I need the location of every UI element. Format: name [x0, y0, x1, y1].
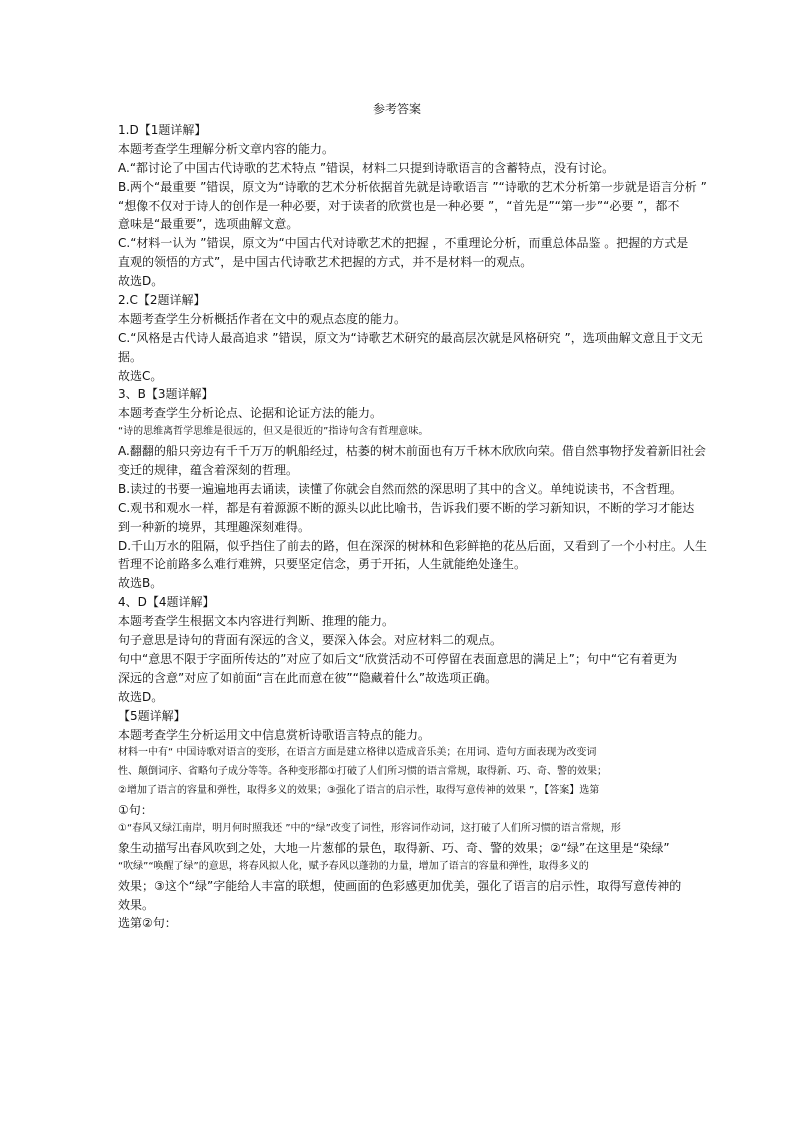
text-line: C.“材料一认为 ”错误，原文为“中国古代对诗歌艺术的把握 ，不重理论分析，而重总体品鉴 。把握的方式是: [118, 236, 689, 251]
text-line: B.两个“最重要 ”错误，原文为“诗歌的艺术分析依据首先就是诗歌语言 ”“诗歌的艺术分析第一步就是语言分析 ”: [118, 179, 707, 194]
text-line: 效果；③这个“绿”字能给人丰富的联想，使画面的色彩感更加优美，强化了语言的启示性，取得写意传神的: [118, 878, 682, 893]
text-line: 效果。: [118, 897, 155, 912]
text-line: C.“风格是古代诗人最高追求 ”错误，原文为“诗歌艺术研究的最高层次就是风格研究 ”，选项曲解文意且于文无: [118, 330, 703, 345]
text-line: ②增加了语言的容量和弹性，取得多义的效果；③强化了语言的启示性，取得写意传神的效果 ”，【答案】选第: [118, 785, 600, 797]
text-line: 变迁的规律，蕴含着深刻的哲理。: [118, 463, 299, 478]
text-line: ①“春风又绿江南岸，明月何时照我还 ”中的“绿”改变了词性，形容词作动词，这打破了人们所习惯的语言常规，形: [118, 822, 621, 834]
text-line: 故选D。: [118, 689, 164, 704]
answer-content: [118, 121, 708, 933]
text-line: 故选B。: [118, 576, 163, 591]
text-line: 1.D【1题详解】: [118, 123, 207, 137]
text-line: 选第②句：: [118, 916, 177, 931]
text-line: 性、颠倒词序、省略句子成分等等。各种变形都①打破了人们所习惯的语言常规，取得新、巧、奇、警的效果；: [118, 766, 607, 778]
text-line: 故选D。: [118, 274, 164, 289]
text-line: “吹绿”“唤醒了绿”的意思，将春风拟人化，赋予春风以蓬勃的力量，增加了语言的容量和弹性，取得多义的: [118, 860, 589, 872]
text-line: 本题考查学生根据文本内容进行判断、推理的能力。: [118, 614, 395, 629]
text-line: 意味是“最重要”，选项曲解文意。: [118, 217, 299, 232]
text-line: 3、B【3题详解】: [118, 387, 214, 402]
text-line: 哲理不论前路多么难行难辨，只要坚定信念，勇于开拓，人生就能绝处逢生。: [118, 557, 527, 572]
text-line: C.观书和观水一样，都是有着源源不断的源头以此比喻书，告诉我们要不断的学习新知识，不断的学习才能达: [118, 500, 695, 515]
text-line: B.读过的书要一遍遍地再去诵读，读懂了你就会自然而然的深思明了其中的含义。单纯说读书，不含哲理。: [118, 481, 683, 496]
text-line: 直观的领悟的方式”，是中国古代诗歌艺术把握的方式，并不是材料一的观点。: [118, 255, 533, 270]
text-line: 据。: [118, 349, 143, 364]
text-line: 故选C。: [118, 368, 163, 383]
document-title: 参考答案: [372, 102, 421, 116]
text-line: 本题考查学生分析运用文中信息赏析诗歌语言特点的能力。: [118, 727, 431, 742]
text-line: “想像不仅对于诗人的创作是一种必要，对于读者的欣赏也是一种必要 ”，“首先是”“第一步”“必要 ”，都不: [118, 198, 680, 213]
text-line: 2.C【2题详解】: [118, 293, 206, 308]
text-line: 【5题详解】: [118, 708, 186, 723]
text-line: ①句：: [118, 803, 153, 818]
text-line: 本题考查学生分析论点、论据和论证方法的能力。: [118, 406, 383, 421]
text-line: 4、D【4题详解】: [118, 595, 215, 610]
text-line: 本题考查学生理解分析文章内容的能力。: [118, 141, 335, 156]
text-line: 句子意思是诗句的背面有深远的含义，要深入体会。对应材料二的观点。: [118, 633, 503, 648]
text-line: “诗的思维离哲学思维是很远的，但又是很近的”指诗句含有哲理意味。: [118, 426, 429, 438]
text-line: A.翻翻的船只旁边有千千万万的帆船经过，枯萎的树木前面也有万千林木欣欣向荣。借自然事物抒发着新旧社会: [118, 444, 706, 459]
text-line: 句中“意思不限于字面所传达的”对应了如后文“欣赏活动不可停留在表面意思的满足上”；句中“它有着更为: [118, 651, 678, 666]
text-line: 到一种新的境界，其理趣深刻难得。: [118, 519, 311, 534]
text-line: D.千山万水的阻隔，似乎挡住了前去的路，但在深深的树林和色彩鲜艳的花丛后面，又看到了一个小村庄。人生: [118, 538, 708, 553]
text-line: A.“都讨论了中国古代诗歌的艺术特点 ”错误，材料二只提到诗歌语言的含蓄特点，没有讨论。: [118, 160, 615, 175]
text-line: 材料一中有“ 中国诗歌对语言的变形，在语言方面是建立格律以造成音乐美；在用词、造句方面表现为改变词: [118, 747, 597, 759]
text-line: 深远的含意”对应了如前面“言在此而意在彼”“隐藏着什么”故选项正确。: [118, 670, 498, 685]
text-line: 本题考查学生分析概括作者在文中的观点态度的能力。: [118, 311, 407, 326]
text-line: 象生动描写出春风吹到之处，大地一片葱郁的景色，取得新、巧、奇、警的效果；②“绿”在这里是“染绿”: [118, 840, 670, 855]
